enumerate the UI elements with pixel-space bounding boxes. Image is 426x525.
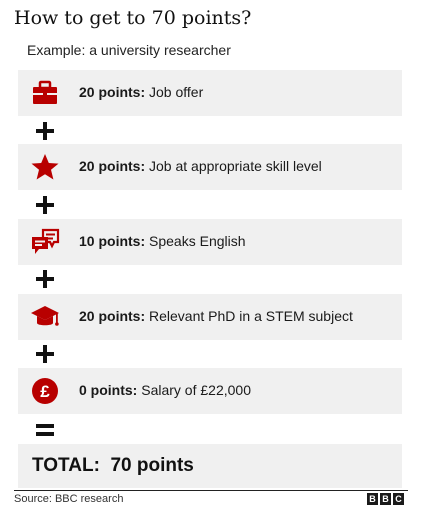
source-note: Source: BBC research	[14, 493, 124, 505]
bbc-logo	[367, 493, 404, 505]
row-points: 20 points:	[79, 84, 146, 100]
bbc-logo-block: B	[380, 493, 391, 505]
star-icon	[30, 153, 60, 181]
points-row-english	[18, 219, 402, 265]
plus-icon	[34, 194, 56, 216]
speech-bubbles-icon	[30, 228, 60, 256]
graduation-cap-icon	[30, 303, 60, 331]
points-row-phd	[18, 294, 402, 340]
equals-icon	[34, 419, 56, 441]
row-label: Salary of £22,000	[141, 382, 251, 398]
briefcase-icon	[30, 79, 60, 107]
footer-divider	[14, 490, 408, 491]
svg-text:£: £	[40, 382, 50, 401]
points-row-salary	[18, 368, 402, 414]
row-label: Job at appropriate skill level	[149, 158, 322, 174]
plus-icon	[34, 120, 56, 142]
row-label: Job offer	[149, 84, 204, 100]
row-label: Speaks English	[149, 233, 246, 249]
pound-coin-icon	[30, 377, 60, 405]
plus-icon	[34, 268, 56, 290]
total-label: TOTAL:	[32, 455, 100, 476]
page-subtitle: Example: a university researcher	[27, 42, 231, 58]
total-row	[18, 444, 402, 488]
total-value: 70 points	[110, 455, 194, 476]
row-points: 20 points:	[79, 308, 146, 324]
bbc-logo-block: B	[367, 493, 378, 505]
points-row-job-offer	[18, 70, 402, 116]
row-points: 20 points:	[79, 158, 146, 174]
row-label: Relevant PhD in a STEM subject	[149, 308, 353, 324]
plus-icon	[34, 343, 56, 365]
points-row-skill-level	[18, 144, 402, 190]
bbc-logo-block: C	[393, 493, 404, 505]
row-points: 0 points:	[79, 382, 138, 398]
row-points: 10 points:	[79, 233, 146, 249]
page-title: How to get to 70 points?	[14, 7, 252, 29]
